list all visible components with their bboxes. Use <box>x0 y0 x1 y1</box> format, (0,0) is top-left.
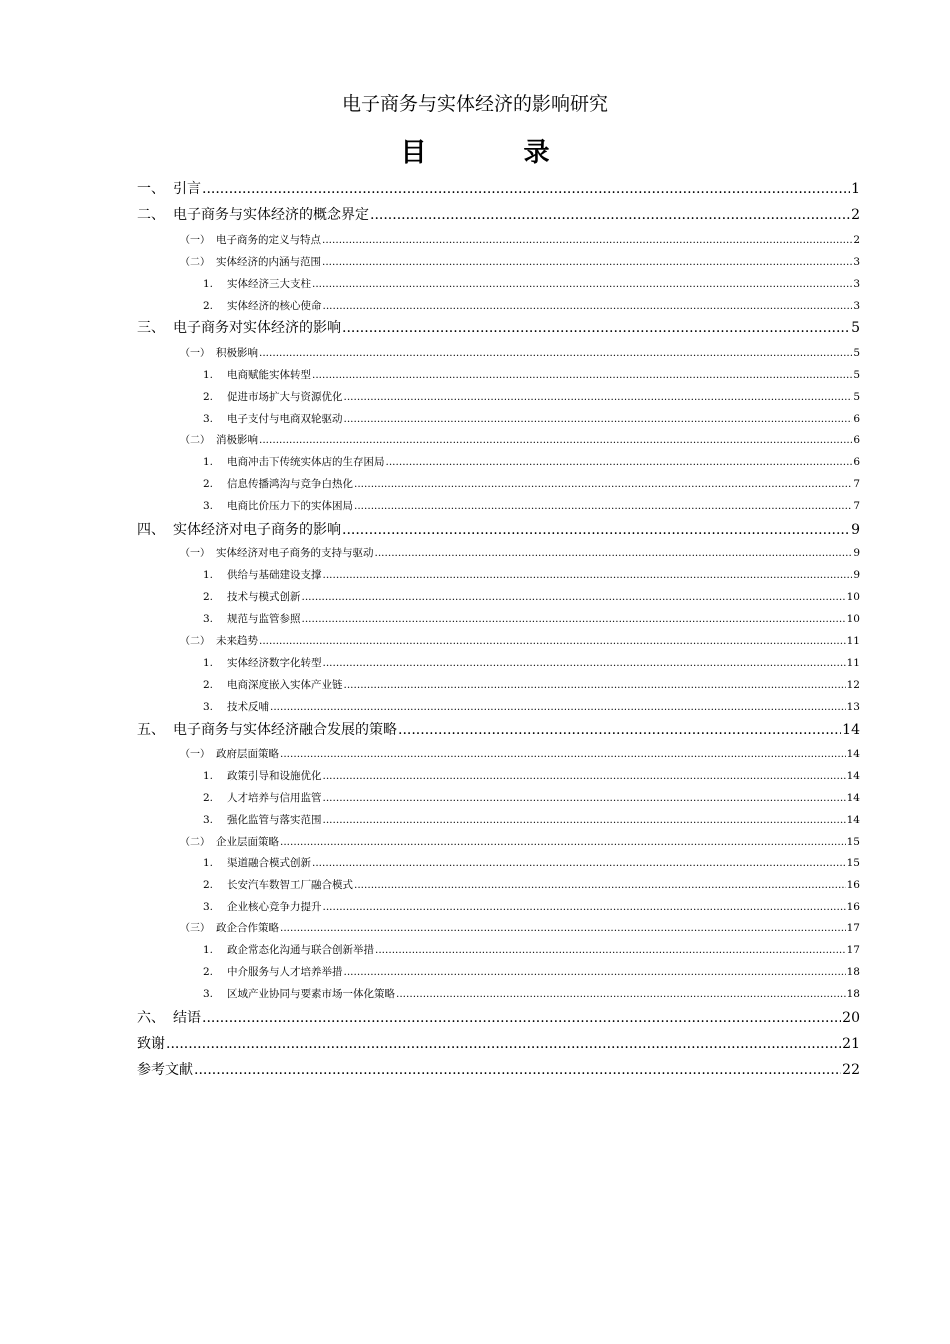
toc-entry-page-number: 13 <box>846 701 860 713</box>
toc-entry[interactable] <box>180 834 860 851</box>
dot-leader <box>259 633 846 649</box>
toc-entry[interactable] <box>203 790 860 806</box>
toc-entry-title: 结语 <box>173 1010 201 1026</box>
dot-leader <box>396 986 846 1002</box>
toc-entry[interactable] <box>180 254 860 271</box>
toc-entry-page-number: 2 <box>851 207 860 223</box>
toc-entry-title: 供给与基础建设支撑 <box>227 569 322 581</box>
toc-entry-number: 六、 <box>137 1010 165 1026</box>
toc-entry-title: 电子支付与电商双轮驱动 <box>227 413 343 425</box>
toc-entry-number: 3. <box>203 413 214 425</box>
toc-entry-page-number: 6 <box>853 456 860 468</box>
toc-entry-page-number: 3 <box>853 256 860 268</box>
toc-entry-title: 积极影响 <box>216 347 258 359</box>
dot-leader <box>302 589 846 605</box>
toc-entry-number: 一、 <box>137 181 165 197</box>
toc-entry-number: 3. <box>203 613 214 625</box>
toc-entry-title: 实体经济数字化转型 <box>227 657 322 669</box>
toc-entry-number: （一） <box>180 235 210 246</box>
toc-entry[interactable] <box>203 589 860 605</box>
toc-entry[interactable] <box>137 205 860 225</box>
toc-entry-number: 1. <box>203 770 214 782</box>
toc-entry-number: （二） <box>180 435 210 446</box>
toc-entry-title: 实体经济对电子商务的影响 <box>173 522 341 538</box>
toc-entry-number: 1. <box>203 944 214 956</box>
toc-entry-page-number: 2 <box>853 234 860 246</box>
toc-entry-page-number: 17 <box>846 944 860 956</box>
toc-entry-title: 政策引导和设施优化 <box>227 770 322 782</box>
dot-leader <box>166 1034 841 1054</box>
toc-entry-number: 2. <box>203 300 214 312</box>
dot-leader <box>280 920 846 936</box>
toc-entry-title: 技术反哺 <box>227 701 269 713</box>
toc-entry-title: 电商深度嵌入实体产业链 <box>227 679 343 691</box>
toc-entry-page-number: 14 <box>846 770 860 782</box>
dot-leader <box>342 520 850 540</box>
dot-leader <box>398 720 841 740</box>
toc-entry-title: 电子商务的定义与特点 <box>216 234 321 246</box>
toc-entry-page-number: 20 <box>842 1010 860 1026</box>
dot-leader <box>259 432 852 448</box>
toc-entry-page-number: 14 <box>846 814 860 826</box>
toc-entry-title: 参考文献 <box>137 1062 193 1078</box>
dot-leader <box>194 1060 841 1080</box>
toc-entry-page-number: 16 <box>846 879 860 891</box>
toc-entry-number: （三） <box>180 923 210 934</box>
toc-entry-title: 电子商务对实体经济的影响 <box>173 320 341 336</box>
toc-entry-title: 政府层面策略 <box>216 748 279 760</box>
toc-entry[interactable] <box>203 389 860 405</box>
toc-entry-title: 促进市场扩大与资源优化 <box>227 391 343 403</box>
toc-entry[interactable] <box>203 964 860 980</box>
toc-entry[interactable] <box>203 411 860 427</box>
toc-heading: 目 录 <box>400 138 594 168</box>
toc-entry-page-number: 6 <box>853 434 860 446</box>
toc-entry-page-number: 9 <box>853 547 860 559</box>
toc-entry-page-number: 9 <box>851 522 860 538</box>
toc-entry[interactable] <box>203 298 860 314</box>
dot-leader <box>270 699 846 715</box>
toc-entry[interactable] <box>180 545 860 562</box>
toc-entry-title: 电子商务与实体经济融合发展的策略 <box>173 722 397 738</box>
toc-entry-number: 3. <box>203 814 214 826</box>
toc-entry-title: 实体经济的核心使命 <box>227 300 322 312</box>
toc-entry-title: 长安汽车数智工厂融合模式 <box>227 879 353 891</box>
toc-entry-title: 消极影响 <box>216 434 258 446</box>
toc-entry[interactable] <box>203 367 860 383</box>
toc-entry[interactable] <box>203 611 860 627</box>
toc-entry-title: 企业层面策略 <box>216 836 279 848</box>
toc-entry-number: 1. <box>203 278 214 290</box>
toc-entry-title: 渠道融合模式创新 <box>227 857 311 869</box>
toc-entry-page-number: 5 <box>851 320 860 336</box>
toc-entry-page-number: 5 <box>853 391 860 403</box>
toc-entry-number: 1. <box>203 857 214 869</box>
dot-leader <box>375 545 853 561</box>
dot-leader <box>354 476 852 492</box>
toc-entry-number: 二、 <box>137 207 165 223</box>
toc-entry-title: 电商冲击下传统实体店的生存困局 <box>227 456 385 468</box>
toc-entry-title: 实体经济的内涵与范围 <box>216 256 321 268</box>
dot-leader <box>323 768 846 784</box>
toc-entry-page-number: 17 <box>846 922 860 934</box>
dot-leader <box>202 179 850 199</box>
dot-leader <box>312 855 846 871</box>
toc-entry-page-number: 14 <box>842 722 860 738</box>
toc-entry-page-number: 18 <box>846 966 860 978</box>
dot-leader <box>344 964 846 980</box>
dot-leader <box>322 254 852 270</box>
toc-entry-page-number: 5 <box>853 369 860 381</box>
toc-entry[interactable] <box>180 432 860 449</box>
toc-entry-number: 1. <box>203 369 214 381</box>
toc-entry-number: （二） <box>180 257 210 268</box>
toc-entry-title: 技术与模式创新 <box>227 591 301 603</box>
toc-entry[interactable] <box>203 655 860 671</box>
toc-entry-number: 2. <box>203 792 214 804</box>
toc-entry-page-number: 22 <box>842 1062 860 1078</box>
toc-entry-page-number: 9 <box>853 569 860 581</box>
toc-entry-title: 人才培养与信用监管 <box>227 792 322 804</box>
toc-entry-number: （一） <box>180 548 210 559</box>
toc-entry-number: （二） <box>180 636 210 647</box>
toc-entry[interactable] <box>137 1060 860 1080</box>
toc-entry[interactable] <box>137 179 860 199</box>
dot-leader <box>323 899 846 915</box>
dot-leader <box>370 205 850 225</box>
toc-entry-page-number: 16 <box>846 901 860 913</box>
toc-entry-number: 2. <box>203 879 214 891</box>
toc-entry-page-number: 6 <box>853 413 860 425</box>
toc-entry-page-number: 14 <box>846 748 860 760</box>
dot-leader <box>323 567 853 583</box>
toc-entry-title: 强化监管与落实范围 <box>227 814 322 826</box>
dot-leader <box>386 454 853 470</box>
toc-entry-title: 实体经济三大支柱 <box>227 278 311 290</box>
toc-entry-page-number: 10 <box>846 613 860 625</box>
toc-entry[interactable] <box>203 877 860 893</box>
dot-leader <box>323 812 846 828</box>
toc-entry-number: 三、 <box>137 320 165 336</box>
toc-entry-title: 中介服务与人才培养举措 <box>227 966 343 978</box>
toc-entry[interactable] <box>203 476 860 492</box>
toc-entry[interactable] <box>203 699 860 715</box>
toc-entry[interactable] <box>203 498 860 514</box>
toc-entry-page-number: 15 <box>846 836 860 848</box>
toc-entry-title: 企业核心竞争力提升 <box>227 901 322 913</box>
toc-entry-title: 政企常态化沟通与联合创新举措 <box>227 944 374 956</box>
dot-leader <box>323 298 853 314</box>
toc-entry[interactable] <box>180 633 860 650</box>
toc-entry[interactable] <box>203 986 860 1002</box>
toc-entry-title: 信息传播鸿沟与竞争白热化 <box>227 478 353 490</box>
toc-entry-number: （一） <box>180 348 210 359</box>
toc-entry-number: （二） <box>180 837 210 848</box>
dot-leader <box>322 232 852 248</box>
dot-leader <box>342 318 850 338</box>
toc-entry[interactable] <box>137 1008 860 1028</box>
toc-entry[interactable] <box>137 1034 860 1054</box>
toc-entry-number: 1. <box>203 569 214 581</box>
toc-entry-number: 四、 <box>137 522 165 538</box>
dot-leader <box>354 877 846 893</box>
dot-leader <box>344 677 846 693</box>
dot-leader <box>312 276 852 292</box>
document-title: 电子商务与实体经济的影响研究 <box>341 93 608 115</box>
toc-entry[interactable] <box>203 567 860 583</box>
dot-leader <box>259 345 852 361</box>
toc-entry-page-number: 21 <box>842 1036 860 1052</box>
toc-entry-page-number: 11 <box>846 657 860 669</box>
toc-entry-number: 2. <box>203 391 214 403</box>
toc-entry-page-number: 3 <box>853 278 860 290</box>
toc-entry[interactable] <box>203 899 860 915</box>
toc-entry[interactable] <box>203 855 860 871</box>
toc-entry[interactable] <box>180 746 860 763</box>
toc-entry[interactable] <box>137 720 860 740</box>
toc-entry-title: 电商比价压力下的实体困局 <box>227 500 353 512</box>
toc-entry-number: 2. <box>203 591 214 603</box>
toc-entry-page-number: 18 <box>846 988 860 1000</box>
dot-leader <box>323 655 846 671</box>
toc-entry-number: 2. <box>203 966 214 978</box>
toc-entry[interactable] <box>180 232 860 249</box>
dot-leader <box>375 942 846 958</box>
dot-leader <box>280 834 846 850</box>
toc-entry-number: 3. <box>203 901 214 913</box>
toc-entry-number: 1. <box>203 657 214 669</box>
toc-entry[interactable] <box>180 345 860 362</box>
dot-leader <box>344 411 853 427</box>
toc-entry-number: （一） <box>180 749 210 760</box>
toc-entry[interactable] <box>203 276 860 292</box>
dot-leader <box>280 746 846 762</box>
toc-entry-page-number: 14 <box>846 792 860 804</box>
toc-entry-number: 3. <box>203 988 214 1000</box>
toc-entry-title: 电商赋能实体转型 <box>227 369 311 381</box>
toc-entry-page-number: 3 <box>853 300 860 312</box>
toc-entry-number: 3. <box>203 701 214 713</box>
toc-entry-number: 2. <box>203 679 214 691</box>
toc-entry[interactable] <box>203 454 860 470</box>
toc-entry[interactable] <box>203 677 860 693</box>
toc-entry[interactable] <box>203 942 860 958</box>
toc-entry-page-number: 5 <box>853 347 860 359</box>
toc-entry-number: 五、 <box>137 722 165 738</box>
toc-entry-title: 致谢 <box>137 1036 165 1052</box>
toc-entry-number: 3. <box>203 500 214 512</box>
toc-entry[interactable] <box>203 768 860 784</box>
dot-leader <box>323 790 846 806</box>
dot-leader <box>202 1008 841 1028</box>
toc-entry-title: 实体经济对电子商务的支持与驱动 <box>216 547 374 559</box>
toc-entry[interactable] <box>137 520 860 540</box>
toc-entry-number: 1. <box>203 456 214 468</box>
toc-entry-title: 未来趋势 <box>216 635 258 647</box>
toc-entry-page-number: 1 <box>851 181 860 197</box>
toc-entry-page-number: 12 <box>846 679 860 691</box>
dot-leader <box>312 367 852 383</box>
toc-entry-page-number: 15 <box>846 857 860 869</box>
toc-entry-title: 政企合作策略 <box>216 922 279 934</box>
toc-entry-page-number: 7 <box>853 500 860 512</box>
toc-entry-title: 引言 <box>173 181 201 197</box>
dot-leader <box>344 389 853 405</box>
toc-entry-title: 区域产业协同与要素市场一体化策略 <box>227 988 395 1000</box>
toc-entry-page-number: 11 <box>846 635 860 647</box>
toc-entry[interactable] <box>137 318 860 338</box>
toc-entry-title: 规范与监管参照 <box>227 613 301 625</box>
toc-entry-page-number: 10 <box>846 591 860 603</box>
toc-entry[interactable] <box>180 920 860 937</box>
toc-entry-page-number: 7 <box>853 478 860 490</box>
dot-leader <box>302 611 846 627</box>
toc-entry[interactable] <box>203 812 860 828</box>
toc-entry-number: 2. <box>203 478 214 490</box>
dot-leader <box>354 498 852 514</box>
toc-entry-title: 电子商务与实体经济的概念界定 <box>173 207 369 223</box>
